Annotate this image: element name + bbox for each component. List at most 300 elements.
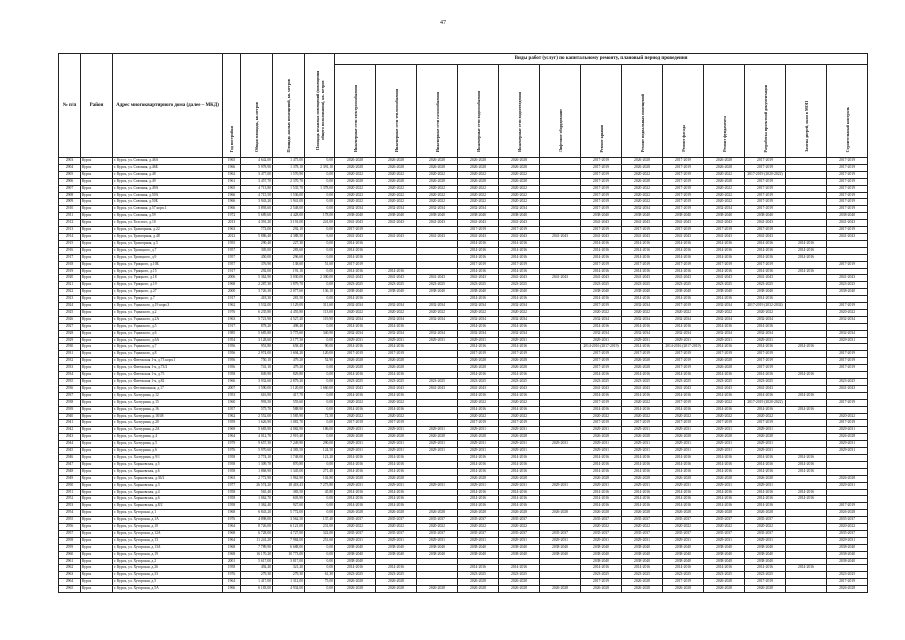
cell-work-period: 2014-2016 <box>745 461 786 468</box>
cell-nonliving-area: 0,00 <box>305 558 335 565</box>
cell-address: г. Курск, ул. Халтурина, д.20 <box>113 420 223 427</box>
cell-district: Курск <box>81 558 113 565</box>
cell-total-area: 376,90 <box>241 261 273 268</box>
cell-work-period <box>786 482 827 489</box>
cell-work-period: 2014-2016 <box>499 240 540 247</box>
cell-work-period: 2014-2016 <box>376 392 417 399</box>
cell-work-period: 2038-2040 <box>458 551 499 558</box>
cell-work-period: 2032-2034 <box>827 330 868 337</box>
cell-living-area: 2 177,30 <box>273 337 305 344</box>
cell-work-period: 2038-2040 <box>663 558 704 565</box>
cell-work-period: 2026-2028 <box>581 475 622 482</box>
cell-year: 1956 <box>223 351 241 358</box>
cell-address: г. Курск, ул. Уцинского, д.8 <box>113 351 223 358</box>
cell-address: г. Курск, ул. Урицкого, д.7 <box>113 296 223 303</box>
cell-work-period: 2017-2019 <box>663 178 704 185</box>
cell-work-period: 2029-2031 <box>335 482 376 489</box>
cell-work-period: 2017-2019 <box>499 227 540 234</box>
cell-work-period: 2014-2016 <box>704 254 745 261</box>
cell-work-period: 2014-2016 <box>499 489 540 496</box>
cell-work-period: 2026-2028 <box>704 164 745 171</box>
table-row <box>59 420 868 427</box>
cell-work-period: 2023-2025 <box>417 282 458 289</box>
cell-work-period: 2029-2031 <box>581 427 622 434</box>
table-row <box>59 392 868 399</box>
cell-work-period: 2014-2016 <box>499 503 540 510</box>
cell-work-period: 2041-2043 <box>581 233 622 240</box>
cell-work-period: 2029-2031 <box>581 448 622 455</box>
cell-work-period: 2014-2016 <box>458 454 499 461</box>
cell-work-period: 2038-2040 <box>745 289 786 296</box>
cell-living-area: 4 455,80 <box>273 309 305 316</box>
header-living-area: Площадь жилых помещений, кв. метров <box>273 54 305 158</box>
cell-work-period: 2023-2025 <box>704 282 745 289</box>
cell-work-period: 2038-2040 <box>335 289 376 296</box>
cell-work-period: 2038-2040 <box>622 558 663 565</box>
cell-work-period <box>540 558 581 565</box>
cell-work-period <box>540 524 581 531</box>
table-row <box>59 323 868 330</box>
cell-work-period: 2041-2043 <box>704 233 745 240</box>
cell-year: 1956 <box>223 365 241 372</box>
table-row <box>59 537 868 544</box>
cell-year: 1958 <box>223 372 241 379</box>
cell-address: г. Курск, ул. Уцинского, д.2 <box>113 309 223 316</box>
cell-work-period: 2020-2022 <box>376 399 417 406</box>
cell-work-period: 2035-2037 <box>827 517 868 524</box>
cell-work-period: 2017-2019 <box>663 579 704 586</box>
cell-address: г. Курск, ул. Союзная, д.46А <box>113 158 223 165</box>
cell-address: г. Курск, ул. Халтурина, д.2А <box>113 427 223 434</box>
cell-nonliving-area: 137,40 <box>305 517 335 524</box>
cell-work-period: 2038-2040 <box>540 551 581 558</box>
cell-address: г. Курск, ул. Урицкого, д.27 <box>113 289 223 296</box>
cell-work-period: 2041-2043 <box>458 275 499 282</box>
cell-work-period <box>827 372 868 379</box>
cell-work-period: 2041-2043 <box>663 385 704 392</box>
cell-living-area: 1 748,00 <box>273 454 305 461</box>
cell-total-area: 1 417,00 <box>241 579 273 586</box>
table-row <box>59 240 868 247</box>
cell-work-period: 2014-2016 <box>458 489 499 496</box>
cell-work-period: 2041-2043 <box>704 385 745 392</box>
cell-work-period: 2029-2031 <box>335 448 376 455</box>
cell-total-area: 5 617,00 <box>241 558 273 565</box>
cell-nonliving-area: 231,00 <box>305 524 335 531</box>
cell-work-period <box>540 475 581 482</box>
header-work-10: Разработка проектной документации <box>745 65 786 158</box>
cell-work-period: 2017-2019 <box>663 358 704 365</box>
cell-nonliving-area: 271,40 <box>305 468 335 475</box>
cell-work-period: 2020-2022 <box>745 309 786 316</box>
cell-nonliving-area: 0,00 <box>305 420 335 427</box>
cell-work-period: 2020-2022 <box>663 309 704 316</box>
cell-work-period: 2026-2028 <box>376 164 417 171</box>
cell-work-period: 2026-2028 <box>335 586 376 593</box>
cell-work-period: 2017-2019 <box>335 351 376 358</box>
cell-work-period: 2026-2028 <box>704 475 745 482</box>
cell-work-period: 2026-2028 <box>499 178 540 185</box>
header-total-area: Общая площадь, кв.метров <box>241 54 273 158</box>
cell-total-area: 9 657,30 <box>241 441 273 448</box>
cell-nonliving-area: 0,00 <box>305 551 335 558</box>
cell-year: 1965 <box>223 158 241 165</box>
cell-work-period: 2014-2016 <box>581 406 622 413</box>
table-header <box>59 54 868 158</box>
cell-living-area: 292,10 <box>273 227 305 234</box>
cell-work-period: 2020-2022 <box>417 185 458 192</box>
cell-work-period: 2014-2016 <box>704 454 745 461</box>
cell-work-period: 2014-2016 <box>376 503 417 510</box>
cell-address: г. Курск, ул. Харьковская, д.3 <box>113 482 223 489</box>
cell-work-period: 2029-2031 <box>335 441 376 448</box>
cell-work-period: 2014-2016 <box>376 372 417 379</box>
cell-work-period: 2023-2025 <box>581 379 622 386</box>
cell-num: 2934 <box>59 372 81 379</box>
cell-work-period: 2026-2028 <box>335 158 376 165</box>
cell-work-period <box>786 227 827 234</box>
cell-work-period <box>540 406 581 413</box>
cell-work-period: 2038-2040 <box>335 544 376 551</box>
table-row <box>59 178 868 185</box>
cell-work-period: 2026-2028 <box>704 510 745 517</box>
cell-work-period: 2017-2019 <box>376 351 417 358</box>
cell-work-period <box>540 413 581 420</box>
cell-work-period: 2029-2031 <box>458 441 499 448</box>
cell-work-period: 2017-2019 <box>704 227 745 234</box>
cell-district: Курск <box>81 441 113 448</box>
cell-total-area: 5 689,60 <box>241 213 273 220</box>
cell-year: 1969 <box>223 427 241 434</box>
table-row <box>59 296 868 303</box>
cell-work-period <box>540 213 581 220</box>
cell-district: Курск <box>81 406 113 413</box>
cell-work-period: 2032-2034 <box>417 206 458 213</box>
cell-work-period: 2038-2040 <box>745 551 786 558</box>
table-row <box>59 475 868 482</box>
cell-work-period: 2035-2037 <box>827 530 868 537</box>
table-row <box>59 503 868 510</box>
cell-work-period: 2026-2028 <box>376 158 417 165</box>
cell-num: 2924 <box>59 303 81 310</box>
cell-num: 2954 <box>59 510 81 517</box>
cell-nonliving-area: 0,00 <box>305 365 335 372</box>
cell-work-period: 2023-2025 <box>458 282 499 289</box>
cell-work-period: 2038-2040 <box>458 213 499 220</box>
cell-work-period: 2041-2043 <box>745 275 786 282</box>
cell-work-period <box>827 268 868 275</box>
cell-work-period: 2014-2016 <box>458 503 499 510</box>
cell-nonliving-area: 0,00 <box>305 227 335 234</box>
cell-district: Курск <box>81 475 113 482</box>
cell-work-period: 2029-2031 <box>745 427 786 434</box>
cell-address: г. Курск, ул. Халтурина, д.12 <box>113 392 223 399</box>
cell-work-period: 2032-2034 <box>499 206 540 213</box>
cell-work-period: 2020-2022 <box>376 524 417 531</box>
cell-work-period: 2029-2031 <box>745 448 786 455</box>
cell-district: Курск <box>81 240 113 247</box>
cell-work-period: 2014-2016 <box>786 392 827 399</box>
cell-nonliving-area: 251,60 <box>305 537 335 544</box>
cell-living-area: 3 562,50 <box>273 517 305 524</box>
cell-district: Курск <box>81 448 113 455</box>
cell-district: Курск <box>81 379 113 386</box>
cell-work-period: 2026-2028 <box>540 586 581 593</box>
cell-work-period: 2020-2022 <box>745 413 786 420</box>
cell-work-period: 2023-2025 <box>663 282 704 289</box>
cell-address: г. Курск, ул. Халтурина, д.9/1 <box>113 454 223 461</box>
cell-total-area: 3 128,60 <box>241 337 273 344</box>
cell-work-period: 2029-2031 <box>827 482 868 489</box>
cell-address: г. Курск, ул. Уцинского, д.6А <box>113 337 223 344</box>
cell-district: Курск <box>81 351 113 358</box>
cell-work-period: 2026-2028 <box>827 586 868 593</box>
cell-work-period: 2017-2019 <box>663 365 704 372</box>
cell-nonliving-area: 0,00 <box>305 268 335 275</box>
cell-work-period <box>786 213 827 220</box>
cell-living-area: 4 727,00 <box>273 530 305 537</box>
cell-work-period <box>540 344 581 351</box>
cell-work-period: 2035-2037 <box>663 517 704 524</box>
cell-living-area: 6 688,00 <box>273 544 305 551</box>
cell-work-period: 2017-2019 <box>745 365 786 372</box>
cell-work-period <box>786 427 827 434</box>
page-number: 47 <box>440 20 446 26</box>
cell-work-period: 2029-2031 <box>622 427 663 434</box>
cell-work-period <box>540 503 581 510</box>
cell-district: Курск <box>81 316 113 323</box>
cell-work-period <box>786 358 827 365</box>
table-row <box>59 510 868 517</box>
cell-address: г. Курск, ул. Фатежская 1-я, д.73/2 <box>113 365 223 372</box>
cell-num: 2927 <box>59 323 81 330</box>
cell-work-period: 2038-2040 <box>663 544 704 551</box>
cell-work-period: 2014-2016 <box>499 461 540 468</box>
cell-work-period: 2017-2019 <box>622 420 663 427</box>
cell-address: г. Курск, ул. Урицкого, д.10Б <box>113 261 223 268</box>
cell-work-period: 2014-2016 <box>786 565 827 572</box>
table-row <box>59 586 868 593</box>
header-nonliving-area: Площадь нежилых помещений (помещения общего пользования), кв. метров <box>305 54 335 158</box>
cell-work-period: 2041-2043 <box>417 233 458 240</box>
cell-year: 1976 <box>223 448 241 455</box>
cell-work-period: 2017-2019 <box>581 358 622 365</box>
cell-work-period <box>417 372 458 379</box>
cell-work-period <box>540 330 581 337</box>
cell-work-period: 2014-2016 <box>745 565 786 572</box>
cell-year: 1964 <box>223 524 241 531</box>
table-row <box>59 206 868 213</box>
cell-work-period: 2023-2025 <box>827 572 868 579</box>
cell-work-period <box>786 524 827 531</box>
cell-work-period: 2038-2040 <box>458 289 499 296</box>
cell-year: 1917 <box>223 323 241 330</box>
cell-work-period: 2014-2016 <box>745 372 786 379</box>
cell-work-period: 2020-2022 <box>622 199 663 206</box>
cell-work-period: 2020-2022 <box>622 171 663 178</box>
cell-work-period: 2038-2040 <box>458 544 499 551</box>
cell-nonliving-area: 1 660,00 <box>305 385 335 392</box>
cell-work-period <box>540 303 581 310</box>
cell-work-period <box>540 468 581 475</box>
cell-work-period <box>786 413 827 420</box>
cell-work-period: 2023-2025 <box>622 572 663 579</box>
cell-nonliving-area: 45,80 <box>305 489 335 496</box>
cell-work-period: 2026-2028 <box>417 586 458 593</box>
cell-district: Курск <box>81 289 113 296</box>
cell-work-period: 2014-2016 <box>786 489 827 496</box>
cell-work-period: 2026-2028 <box>540 510 581 517</box>
cell-living-area: 1 535,70 <box>273 185 305 192</box>
cell-work-period: 2020-2022 <box>458 524 499 531</box>
cell-total-area: 292,00 <box>241 268 273 275</box>
cell-work-period <box>540 289 581 296</box>
cell-year: 1964 <box>223 537 241 544</box>
cell-district: Курск <box>81 275 113 282</box>
cell-total-area: 4 898,00 <box>241 517 273 524</box>
cell-work-period: 2026-2028 <box>499 158 540 165</box>
cell-work-period: 2026-2028 <box>499 434 540 441</box>
cell-address: г. Курск, ул. Хуторская, д.10 <box>113 524 223 531</box>
cell-work-period: 2029-2031 <box>581 482 622 489</box>
cell-work-period: 2032-2034 <box>417 303 458 310</box>
cell-work-period <box>786 164 827 171</box>
cell-work-period: 2014-2016 <box>335 268 376 275</box>
cell-work-period: 2017-2019 <box>335 227 376 234</box>
cell-work-period: 2014-2016 <box>458 296 499 303</box>
cell-work-period: 2041-2043 <box>704 220 745 227</box>
cell-work-period: 2020-2022 <box>417 192 458 199</box>
cell-num: 2938 <box>59 399 81 406</box>
cell-work-period: 2026-2028 <box>622 475 663 482</box>
cell-nonliving-area: 340,90 <box>305 330 335 337</box>
cell-work-period: 2029-2031 <box>417 448 458 455</box>
cell-address: г. Курск, ул. Хуторская, д.1 <box>113 510 223 517</box>
cell-work-period <box>540 565 581 572</box>
cell-work-period: 2026-2028 <box>704 434 745 441</box>
cell-work-period: 2029-2031 <box>540 537 581 544</box>
table-row <box>59 489 868 496</box>
cell-work-period: 2014-2016 <box>335 468 376 475</box>
cell-work-period: 2014-2016 <box>622 565 663 572</box>
cell-work-period: 2014-2016 <box>335 565 376 572</box>
cell-work-period: 2017-2019 <box>827 303 868 310</box>
cell-total-area: 953,80 <box>241 344 273 351</box>
cell-work-period: 2029-2031 <box>417 427 458 434</box>
cell-work-period: 2029-2031 <box>376 427 417 434</box>
cell-work-period: 2032-2034 <box>704 206 745 213</box>
cell-work-period: 2017-2019 <box>745 164 786 171</box>
cell-address: г. Курск, ул. Союзная, д.46Б <box>113 164 223 171</box>
cell-work-period: 2017-2019 <box>581 579 622 586</box>
header-work-6: Ремонт крыши <box>581 65 622 158</box>
cell-work-period: 2026-2028 <box>335 358 376 365</box>
cell-work-period: 2017-2019 <box>827 358 868 365</box>
cell-district: Курск <box>81 392 113 399</box>
cell-work-period: 2029-2031 <box>540 441 581 448</box>
table-row <box>59 468 868 475</box>
cell-living-area: 479,20 <box>273 358 305 365</box>
cell-work-period: 2026-2028 <box>827 434 868 441</box>
cell-total-area: 3 726,30 <box>241 289 273 296</box>
cell-year: 1962 <box>223 171 241 178</box>
cell-work-period: 2026-2028 <box>376 586 417 593</box>
cell-num: 2912 <box>59 220 81 227</box>
cell-living-area: 4 527,40 <box>273 316 305 323</box>
cell-work-period: 2020-2022 <box>458 309 499 316</box>
cell-living-area: 1 694,20 <box>273 351 305 358</box>
cell-work-period: 2032-2034 <box>335 303 376 310</box>
cell-total-area: 2 552,00 <box>241 413 273 420</box>
cell-work-period: 2014-2016 <box>581 372 622 379</box>
cell-work-period: 2032-2034 <box>622 206 663 213</box>
cell-work-period <box>540 385 581 392</box>
cell-nonliving-area: 0,00 <box>305 158 335 165</box>
cell-district: Курск <box>81 282 113 289</box>
cell-num: 2911 <box>59 213 81 220</box>
cell-work-period: 2014-2016 <box>499 468 540 475</box>
cell-work-period <box>827 344 868 351</box>
cell-work-period: 2014-2016 <box>663 503 704 510</box>
cell-work-period: 2014-2016 <box>704 323 745 330</box>
cell-work-period: 2029-2031 <box>745 441 786 448</box>
cell-work-period: 2017-2019 <box>663 199 704 206</box>
cell-work-period: 2017-2019 <box>581 164 622 171</box>
cell-work-period: 2017-2019 <box>827 351 868 358</box>
header-work-1: Инженерные сети теплоснабжения <box>376 65 417 158</box>
cell-work-period: 2017-2019 <box>458 261 499 268</box>
cell-work-period: 2014-2016 <box>458 406 499 413</box>
cell-living-area: 2 879,20 <box>273 379 305 386</box>
cell-work-period: 2029-2031 <box>499 537 540 544</box>
cell-total-area: 3 943,20 <box>241 199 273 206</box>
header-work-8: Ремонт фасада <box>663 65 704 158</box>
cell-work-period: 2032-2034 <box>622 330 663 337</box>
table-row <box>59 544 868 551</box>
table-row <box>59 233 868 240</box>
cell-num: 2923 <box>59 296 81 303</box>
cell-living-area: 138,60 <box>273 261 305 268</box>
cell-work-period: 2029-2031 <box>663 448 704 455</box>
cell-work-period: 2026-2028 <box>458 164 499 171</box>
cell-work-period: 2035-2037 <box>540 530 581 537</box>
cell-work-period: 2029-2031 <box>663 537 704 544</box>
cell-work-period: 2014-2016 <box>786 268 827 275</box>
cell-work-period: 2041-2043 <box>335 275 376 282</box>
cell-work-period: 2014-2016 <box>663 454 704 461</box>
cell-work-period: 2017-2019 <box>827 171 868 178</box>
table-body <box>59 158 868 593</box>
cell-living-area: 1 120,00 <box>273 385 305 392</box>
cell-work-period: 2029-2031 <box>704 482 745 489</box>
cell-work-period: 2026-2028 <box>622 434 663 441</box>
cell-nonliving-area: 0,00 <box>305 178 335 185</box>
table-row <box>59 441 868 448</box>
cell-year: 1976 <box>223 572 241 579</box>
table-row <box>59 316 868 323</box>
cell-work-period: 2032-2034 <box>417 316 458 323</box>
cell-nonliving-area: 90,00 <box>305 344 335 351</box>
cell-work-period: 2014-2016 <box>745 406 786 413</box>
cell-district: Курск <box>81 385 113 392</box>
cell-work-period: 2014-2016 <box>376 268 417 275</box>
cell-num: 2918 <box>59 261 81 268</box>
cell-work-period: 2014-2016 <box>745 268 786 275</box>
cell-total-area: 5 362,90 <box>241 275 273 282</box>
cell-work-period: 2032-2034 <box>499 330 540 337</box>
cell-work-period: 2041-2043 <box>458 233 499 240</box>
cell-work-period: 2020-2022 <box>458 185 499 192</box>
